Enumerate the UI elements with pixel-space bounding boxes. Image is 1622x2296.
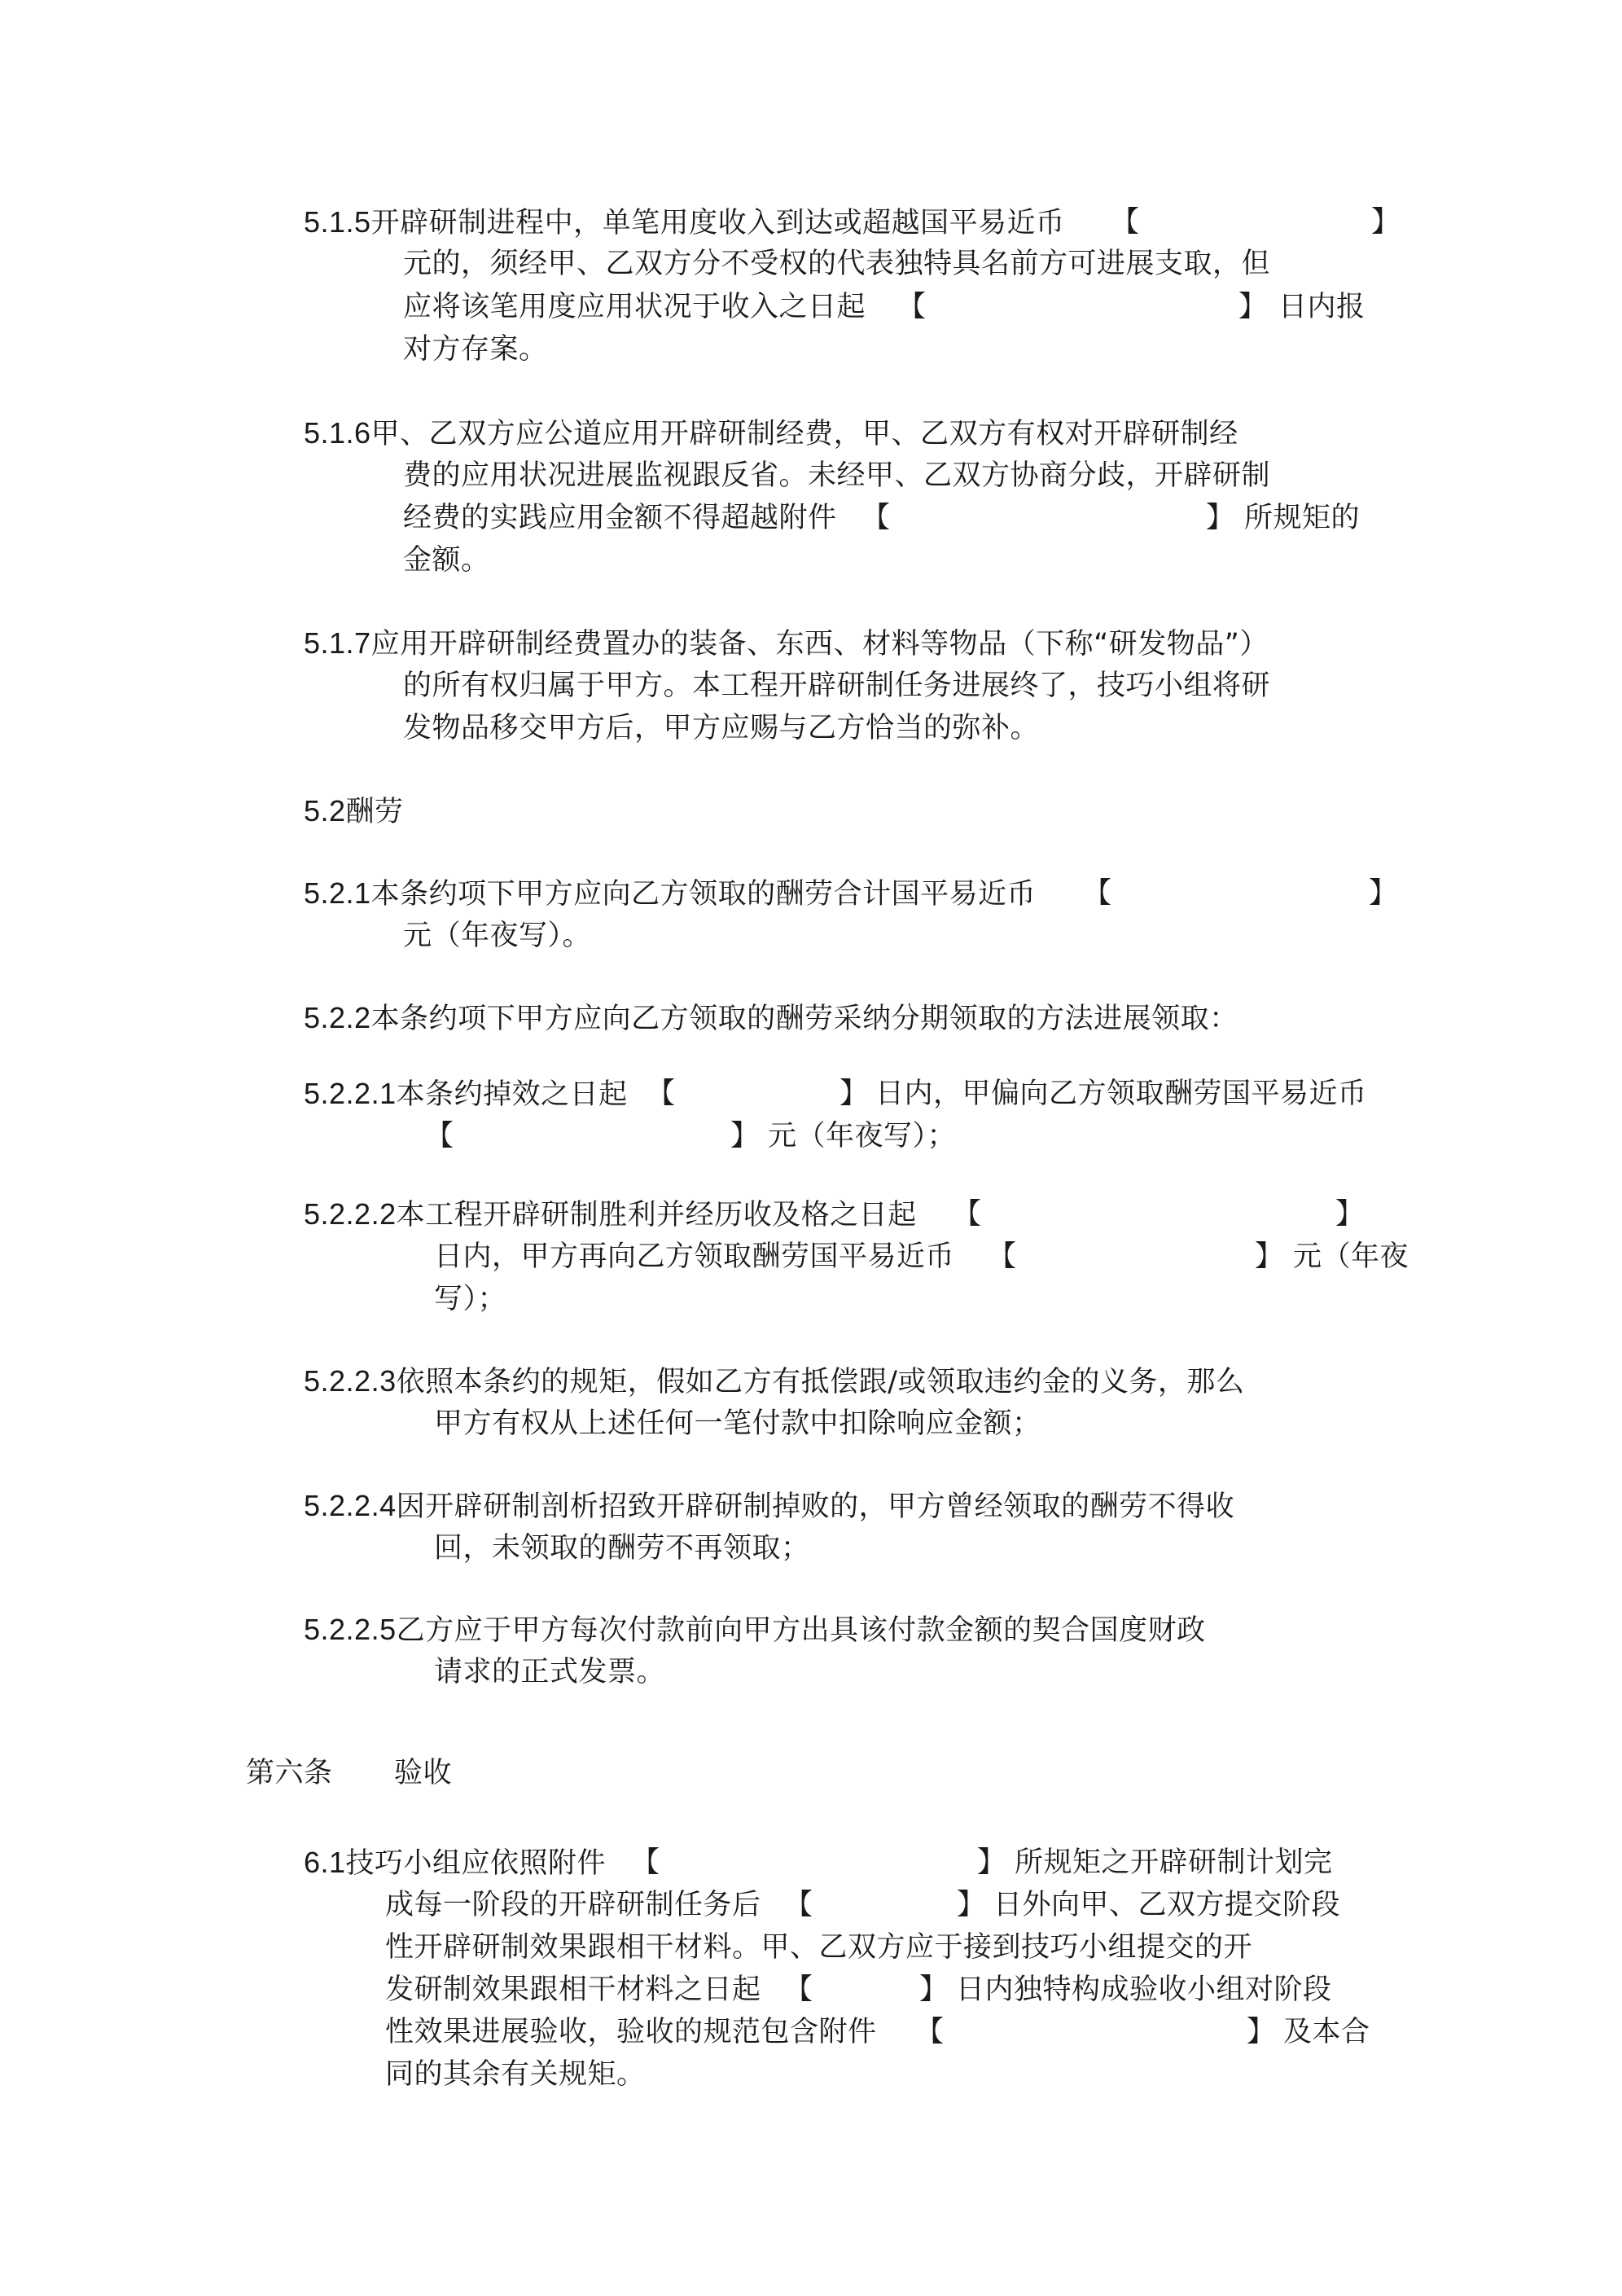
clause-5-2-1-line-1 bbox=[304, 874, 1036, 914]
bracket-close: 】 bbox=[1335, 1198, 1365, 1231]
clause-number: 5.2 bbox=[304, 794, 346, 828]
clause-text: 本条约掉效之日起 bbox=[396, 1078, 628, 1111]
clause-text: 甲、乙双方应公道应用开辟研制经费，甲、乙双方有权对开辟研制经 bbox=[370, 418, 1238, 450]
bracket-close: 】 bbox=[977, 1846, 1006, 1879]
clause-5-1-6-line-3a: 经费的实践应用金额不得超越附件 bbox=[403, 502, 837, 534]
clause-5-1-6-line-1 bbox=[304, 414, 1238, 454]
clause-number: 5.2.2.4 bbox=[304, 1489, 397, 1522]
clause-5-1-7-line-1 bbox=[304, 624, 1269, 664]
bracket-open: 【 bbox=[1111, 206, 1140, 239]
bracket-close: 】 bbox=[919, 1973, 949, 2006]
bracket-close: 】 bbox=[1206, 502, 1235, 534]
clause-5-2-2-4-line-1 bbox=[304, 1486, 1234, 1526]
clause-number: 5.2.1 bbox=[304, 876, 371, 910]
clause-5-2-2-4-line-2: 回，未领取的酬劳不再领取； bbox=[434, 1532, 810, 1565]
article-6-label: 第六条 bbox=[246, 1757, 333, 1789]
clause-number: 5.2.2.2 bbox=[304, 1197, 397, 1231]
clause-5-2-2-1-line-1b: 日内，甲偏向乙方领取酬劳国平易近币 bbox=[875, 1078, 1367, 1110]
clause-5-2-2-1-line-1a bbox=[304, 1074, 628, 1114]
bracket-open: 【 bbox=[1083, 877, 1112, 910]
clause-5-1-5-line-2: 元的，须经甲、乙双方分不受权的代表独特具名前方可进展支取，但 bbox=[403, 248, 1271, 280]
clause-5-2-2-2-line-3: 写）； bbox=[434, 1283, 507, 1315]
bracket-close: 】 bbox=[839, 1078, 869, 1110]
clause-5-2-2-line-1 bbox=[304, 999, 1238, 1038]
clause-5-2-2-5-line-2: 请求的正式发票。 bbox=[434, 1656, 666, 1688]
clause-5-1-7-line-3: 发物品移交甲方后，甲方应赐与乙方恰当的弥补。 bbox=[403, 712, 1040, 744]
bracket-close: 】 bbox=[1369, 877, 1398, 910]
clause-number: 6.1 bbox=[304, 1846, 346, 1879]
clause-6-1-line-6: 同的其余有关规矩。 bbox=[385, 2058, 646, 2091]
clause-6-1-line-3: 性开辟研制效果跟相干材料。甲、乙双方应于接到技巧小组提交的开 bbox=[385, 1931, 1253, 1964]
bracket-open: 【 bbox=[425, 1120, 454, 1152]
clause-text: 酬劳 bbox=[345, 796, 404, 828]
clause-5-2-2-2-line-1 bbox=[304, 1195, 917, 1235]
clause-5-2-2-2-line-2a: 日内，甲方再向乙方领取酬劳国平易近币 bbox=[434, 1240, 955, 1273]
bracket-open: 【 bbox=[861, 502, 891, 534]
bracket-close: 】 bbox=[1255, 1240, 1284, 1273]
clause-5-2-1-line-2: 元（年夜写）。 bbox=[403, 920, 592, 952]
clause-text: 本条约项下甲方应向乙方领取的酬劳采纳分期领取的方法进展领取： bbox=[370, 1003, 1238, 1035]
clause-number: 5.1.7 bbox=[304, 626, 371, 660]
bracket-open: 【 bbox=[647, 1078, 676, 1110]
clause-text: 应用开辟研制经费置办的装备、东西、材料等物品（下称“研发物品”） bbox=[370, 628, 1269, 661]
clause-text: 本条约项下甲方应向乙方领取的酬劳合计国平易近币 bbox=[370, 878, 1037, 911]
bracket-close: 】 bbox=[1371, 206, 1401, 239]
bracket-open: 【 bbox=[988, 1240, 1017, 1273]
clause-5-1-5-line-1 bbox=[304, 203, 1065, 243]
bracket-open: 【 bbox=[784, 1889, 813, 1921]
clause-5-1-6-line-4: 金额。 bbox=[403, 544, 490, 577]
clause-number: 5.2.2.1 bbox=[304, 1077, 397, 1110]
bracket-open: 【 bbox=[631, 1846, 660, 1879]
clause-6-1-line-4a: 发研制效果跟相干材料之日起 bbox=[385, 1973, 761, 2006]
clause-6-1-line-1a bbox=[304, 1843, 606, 1883]
clause-6-1-line-2b: 日外向甲、乙双方提交阶段 bbox=[993, 1889, 1341, 1921]
bracket-close: 】 bbox=[730, 1120, 760, 1152]
clause-5-1-5-line-4: 对方存案。 bbox=[403, 333, 548, 366]
clause-5-2-2-3-line-1 bbox=[304, 1362, 1244, 1402]
clause-6-1-line-2a: 成每一阶段的开辟研制任务后 bbox=[385, 1889, 761, 1921]
section-5-2-heading bbox=[304, 792, 404, 832]
clause-text: 技巧小组应依照附件 bbox=[345, 1847, 607, 1880]
bracket-close: 】 bbox=[1238, 291, 1268, 323]
clause-text: 因开辟研制剖析招致开辟研制掉败的，甲方曾经领取的酬劳不得收 bbox=[396, 1490, 1235, 1523]
clause-6-1-line-1b: 所规矩之开辟研制计划完 bbox=[1015, 1846, 1333, 1879]
clause-5-2-2-2-line-2b: 元（年夜 bbox=[1293, 1240, 1409, 1273]
clause-number: 5.1.6 bbox=[304, 416, 371, 450]
clause-6-1-line-5a: 性效果进展验收，验收的规范包含附件 bbox=[385, 2016, 877, 2048]
clause-text: 本工程开辟研制胜利并经历收及格之日起 bbox=[396, 1199, 917, 1231]
clause-5-2-2-5-line-1 bbox=[304, 1610, 1206, 1650]
clause-text: 依照本条约的规矩，假如乙方有抵偿跟/或领取违约金的义务，那么 bbox=[396, 1366, 1245, 1398]
clause-6-1-line-4b: 日内独特构成验收小组对阶段 bbox=[956, 1973, 1332, 2006]
clause-5-1-6-line-3b: 所规矩的 bbox=[1244, 502, 1361, 534]
clause-6-1-line-5b: 及本合 bbox=[1283, 2016, 1370, 2048]
clause-5-2-2-3-line-2: 甲方有权从上述任何一笔付款中扣除响应金额； bbox=[434, 1407, 1041, 1440]
clause-number: 5.2.2.5 bbox=[304, 1613, 397, 1646]
bracket-close: 】 bbox=[1247, 2016, 1276, 2048]
clause-5-1-5-line-3a: 应将该笔用度应用状况于收入之日起 bbox=[403, 291, 866, 323]
clause-number: 5.2.2 bbox=[304, 1001, 371, 1034]
clause-number: 5.2.2.3 bbox=[304, 1364, 397, 1398]
clause-number: 5.1.5 bbox=[304, 205, 371, 239]
bracket-open: 【 bbox=[953, 1198, 982, 1231]
clause-5-1-6-line-2: 费的应用状况进展监视跟反省。未经甲、乙双方协商分歧，开辟研制 bbox=[403, 459, 1271, 492]
article-6-title: 验收 bbox=[394, 1757, 453, 1789]
bracket-open: 【 bbox=[897, 291, 927, 323]
clause-text: 开辟研制进程中，单笔用度收入到达或超越国平易近币 bbox=[370, 207, 1065, 239]
clause-text: 乙方应于甲方每次付款前向甲方出具该付款金额的契合国度财政 bbox=[396, 1614, 1206, 1647]
bracket-open: 【 bbox=[784, 1973, 813, 2006]
bracket-open: 【 bbox=[915, 2016, 945, 2048]
clause-5-2-2-1-line-2: 元（年夜写）； bbox=[768, 1120, 957, 1152]
clause-5-1-7-line-2: 的所有权归属于甲方。本工程开辟研制任务进展终了，技巧小组将研 bbox=[403, 669, 1271, 702]
clause-5-1-5-line-3b: 日内报 bbox=[1278, 291, 1366, 323]
bracket-close: 】 bbox=[957, 1889, 986, 1921]
